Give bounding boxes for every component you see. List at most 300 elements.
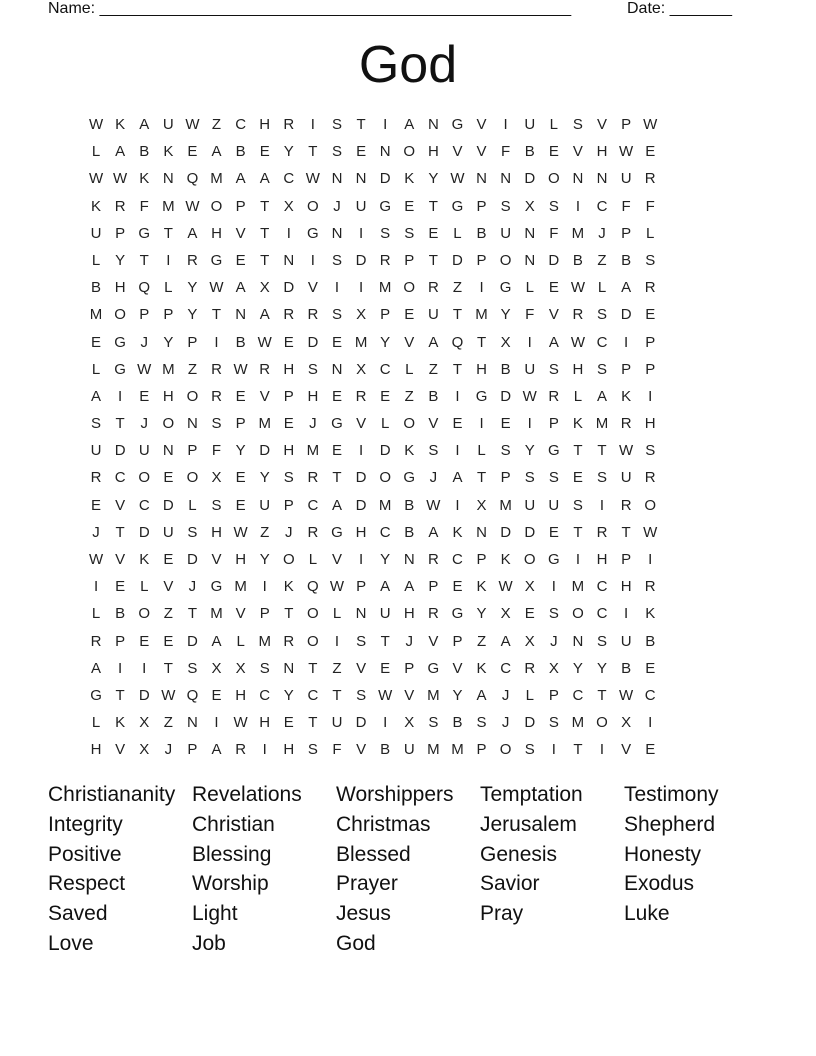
grid-letter: B	[621, 251, 632, 269]
grid-letter: X	[548, 659, 559, 677]
grid-letter: H	[355, 523, 367, 541]
grid-letter: I	[624, 333, 629, 351]
grid-letter: X	[524, 632, 535, 650]
grid-letter: V	[356, 741, 367, 759]
grid-letter: M	[89, 306, 103, 324]
grid-letter: S	[331, 143, 342, 161]
grid-letter: V	[115, 551, 126, 568]
grid-letter: P	[500, 469, 511, 487]
grid-letter: A	[259, 306, 270, 324]
grid-letter: A	[380, 578, 391, 596]
grid-letter: N	[283, 659, 295, 677]
grid-letter: U	[331, 714, 343, 732]
grid-letter: E	[115, 578, 126, 596]
grid-letter: E	[331, 387, 342, 405]
grid-letter: O	[186, 469, 199, 487]
grid-letter: E	[91, 333, 102, 351]
grid-letter: W	[233, 360, 248, 378]
grid-letter: X	[476, 496, 487, 514]
grid-letter: N	[524, 224, 536, 242]
grid-letter: I	[214, 333, 219, 351]
grid-letter: M	[595, 415, 609, 433]
grid-letter: R	[187, 251, 198, 269]
grid-letter: N	[235, 306, 247, 324]
grid-letter: X	[211, 469, 222, 487]
grid-letter: A	[621, 279, 632, 297]
grid-letter: W	[570, 279, 585, 297]
grid-letter: I	[648, 387, 653, 405]
grid-letter: V	[307, 279, 318, 297]
grid-row	[84, 247, 744, 274]
grid-letter: A	[235, 170, 246, 188]
grid-letter: B	[91, 279, 102, 297]
grid-letter: T	[356, 116, 366, 133]
grid-letter: T	[308, 659, 318, 677]
grid-letter: U	[620, 170, 632, 188]
grid-letter: K	[645, 605, 656, 623]
grid-letter: E	[187, 143, 198, 161]
grid-letter: O	[572, 605, 584, 623]
grid-letter: K	[404, 170, 415, 188]
grid-letter: W	[378, 686, 393, 704]
grid-letter: W	[570, 333, 585, 351]
grid-letter: H	[283, 741, 295, 759]
grid-letter: W	[643, 523, 658, 541]
grid-letter: Z	[404, 387, 414, 405]
grid-row	[84, 628, 744, 655]
grid-letter: L	[477, 442, 486, 460]
grid-letter: W	[88, 116, 104, 133]
grid-letter: M	[306, 442, 320, 460]
grid-letter: D	[307, 333, 319, 351]
grid-letter: S	[356, 686, 367, 704]
grid-letter: S	[597, 632, 608, 650]
grid-letter: O	[162, 415, 175, 433]
grid-letter: X	[500, 333, 511, 351]
grid-row	[84, 546, 744, 573]
grid-letter: C	[596, 605, 608, 623]
grid-letter: A	[404, 578, 415, 596]
grid-letter: I	[118, 387, 123, 405]
grid-letter: M	[210, 605, 223, 623]
grid-letter: P	[404, 251, 415, 269]
grid-row	[84, 220, 744, 247]
grid-letter: I	[599, 741, 605, 759]
grid-letter: Y	[259, 469, 270, 487]
grid-letter: L	[381, 415, 390, 433]
grid-letter: G	[138, 224, 151, 242]
grid-letter: S	[211, 415, 222, 433]
grid-letter: V	[548, 306, 559, 324]
grid-letter: F	[525, 306, 535, 324]
grid-letter: V	[404, 333, 415, 351]
word-bank-item: Savior	[480, 872, 540, 896]
grid-letter: C	[500, 659, 512, 677]
grid-letter: Y	[597, 659, 608, 677]
grid-letter: S	[476, 714, 487, 732]
grid-letter: S	[572, 116, 583, 133]
grid-letter: E	[356, 143, 367, 161]
grid-letter: T	[452, 306, 463, 324]
grid-letter: O	[138, 605, 151, 623]
grid-letter: P	[645, 333, 656, 351]
grid-letter: W	[305, 170, 320, 188]
grid-letter: H	[403, 605, 415, 623]
grid-letter: G	[210, 578, 223, 596]
grid-letter: S	[645, 442, 656, 460]
grid-letter: S	[259, 659, 270, 677]
grid-letter: G	[114, 333, 126, 351]
grid-letter: I	[334, 632, 340, 650]
grid-letter: G	[499, 279, 512, 297]
grid-letter: N	[476, 523, 487, 541]
grid-letter: V	[621, 741, 632, 759]
grid-letter: T	[573, 741, 583, 759]
grid-letter: X	[524, 197, 535, 215]
grid-letter: G	[451, 605, 464, 623]
grid-letter: P	[476, 741, 487, 759]
grid-letter: U	[620, 632, 632, 650]
grid-row	[84, 410, 744, 437]
grid-letter: K	[476, 659, 487, 677]
word-bank-item: Job	[192, 931, 226, 955]
grid-letter: V	[356, 415, 367, 433]
grid-letter: R	[548, 387, 560, 405]
grid-letter: K	[139, 551, 150, 568]
grid-row	[84, 709, 744, 736]
grid-letter: L	[91, 360, 101, 378]
date-field-label: Date: _______	[627, 0, 732, 17]
grid-letter: E	[283, 714, 294, 732]
grid-letter: C	[452, 551, 463, 568]
grid-letter: T	[573, 442, 583, 460]
grid-letter: N	[162, 442, 174, 460]
grid-letter: Y	[452, 686, 463, 704]
grid-letter: O	[547, 170, 560, 188]
grid-letter: U	[548, 496, 560, 514]
grid-letter: H	[235, 551, 247, 568]
grid-letter: Z	[163, 605, 173, 623]
grid-letter: P	[115, 632, 126, 650]
grid-letter: M	[162, 360, 175, 378]
grid-letter: T	[308, 143, 318, 161]
grid-letter: I	[455, 496, 460, 514]
grid-letter: D	[355, 714, 367, 732]
grid-letter: E	[548, 523, 559, 541]
grid-row	[84, 193, 744, 220]
grid-letter: S	[331, 306, 342, 324]
grid-letter: H	[259, 116, 271, 133]
grid-letter: A	[331, 496, 342, 514]
grid-letter: K	[476, 578, 487, 596]
grid-letter: L	[405, 360, 414, 378]
grid-letter: E	[235, 469, 246, 487]
grid-letter: X	[139, 714, 150, 732]
grid-letter: X	[524, 578, 535, 596]
grid-letter: F	[139, 197, 149, 215]
grid-letter: U	[524, 496, 536, 514]
grid-row	[84, 736, 744, 763]
grid-letter: B	[235, 143, 246, 161]
grid-letter: P	[621, 116, 632, 133]
word-bank-item: Christmas	[336, 812, 431, 836]
grid-letter: C	[259, 686, 271, 704]
grid-letter: W	[498, 578, 513, 596]
grid-letter: B	[380, 741, 391, 759]
grid-letter: L	[164, 279, 173, 297]
grid-letter: I	[262, 741, 267, 759]
grid-letter: E	[404, 197, 415, 215]
grid-letter: L	[91, 605, 101, 623]
grid-letter: T	[428, 197, 438, 215]
word-bank-item: Jerusalem	[480, 812, 577, 836]
grid-letter: B	[621, 659, 632, 677]
grid-letter: T	[621, 523, 631, 541]
grid-row	[84, 655, 744, 682]
grid-letter: S	[356, 632, 367, 650]
grid-letter: V	[163, 578, 174, 596]
grid-letter: G	[210, 251, 223, 269]
grid-letter: I	[551, 741, 556, 759]
grid-letter: Y	[428, 170, 439, 188]
grid-letter: F	[549, 224, 559, 242]
grid-letter: W	[88, 170, 104, 188]
word-bank-item: Revelations	[192, 783, 302, 806]
grid-letter: P	[452, 632, 463, 650]
grid-letter: S	[548, 714, 559, 732]
grid-letter: I	[334, 279, 340, 297]
word-bank-item: Genesis	[480, 842, 558, 866]
grid-letter: L	[91, 143, 101, 161]
grid-letter: A	[235, 279, 246, 297]
grid-letter: B	[404, 496, 415, 514]
grid-letter: B	[500, 360, 511, 378]
grid-letter: J	[309, 415, 317, 433]
grid-letter: S	[211, 496, 222, 514]
grid-letter: A	[211, 632, 222, 650]
grid-letter: D	[283, 279, 295, 297]
grid-letter: K	[572, 415, 583, 433]
grid-letter: H	[427, 143, 439, 161]
grid-letter: M	[162, 197, 175, 215]
grid-letter: R	[572, 306, 584, 324]
grid-letter: E	[404, 306, 415, 324]
grid-letter: O	[403, 143, 416, 161]
grid-letter: P	[235, 197, 246, 215]
grid-letter: S	[548, 360, 559, 378]
grid-row	[84, 383, 744, 410]
grid-letter: C	[596, 578, 608, 596]
grid-letter: P	[163, 306, 174, 324]
grid-letter: R	[644, 170, 656, 188]
grid-letter: R	[427, 605, 439, 623]
grid-letter: K	[283, 578, 294, 596]
grid-letter: A	[404, 116, 415, 133]
grid-letter: I	[286, 224, 291, 242]
grid-letter: Z	[187, 360, 197, 378]
grid-letter: T	[476, 469, 487, 487]
grid-letter: I	[358, 551, 364, 568]
grid-letter: I	[527, 333, 532, 351]
grid-letter: Y	[163, 333, 174, 351]
grid-letter: R	[211, 387, 222, 405]
grid-letter: P	[187, 333, 198, 351]
grid-letter: F	[211, 442, 222, 460]
grid-letter: O	[307, 605, 319, 623]
grid-letter: T	[476, 333, 487, 351]
grid-letter: R	[379, 251, 391, 269]
grid-letter: I	[383, 116, 388, 133]
grid-letter: V	[476, 143, 487, 161]
grid-letter: J	[333, 197, 341, 215]
grid-row	[84, 301, 744, 328]
grid-letter: T	[380, 632, 390, 650]
grid-letter: A	[187, 224, 198, 242]
grid-letter: E	[452, 578, 463, 596]
grid-letter: I	[358, 442, 364, 460]
grid-letter: E	[452, 415, 463, 433]
grid-letter: A	[500, 632, 511, 650]
grid-letter: N	[187, 714, 198, 732]
grid-letter: A	[476, 686, 487, 704]
grid-letter: P	[187, 442, 198, 460]
grid-letter: P	[476, 197, 487, 215]
grid-letter: H	[644, 415, 656, 433]
grid-letter: S	[645, 251, 656, 269]
word-bank	[48, 780, 768, 959]
word-bank-item: Love	[48, 931, 94, 955]
grid-letter: L	[597, 279, 607, 297]
word-bank-item: Shepherd	[624, 812, 716, 836]
grid-letter: Z	[332, 659, 342, 677]
grid-letter: D	[355, 496, 367, 514]
grid-letter: I	[93, 578, 99, 596]
grid-letter: O	[307, 632, 319, 650]
word-bank-item: Temptation	[480, 783, 583, 806]
grid-letter: T	[332, 469, 342, 487]
grid-letter: C	[379, 360, 391, 378]
grid-letter: L	[91, 251, 101, 269]
word-bank-item: Integrity	[48, 812, 123, 836]
grid-letter: K	[452, 523, 463, 541]
grid-letter: I	[455, 442, 460, 460]
grid-letter: I	[358, 224, 364, 242]
grid-letter: G	[475, 387, 488, 405]
grid-letter: G	[403, 469, 416, 487]
grid-letter: S	[524, 741, 535, 759]
grid-row	[84, 138, 744, 165]
grid-letter: T	[260, 197, 270, 215]
grid-letter: W	[161, 686, 176, 704]
grid-letter: S	[380, 224, 391, 242]
grid-letter: R	[644, 578, 656, 596]
grid-letter: R	[259, 360, 271, 378]
grid-letter: W	[619, 686, 634, 704]
grid-letter: Y	[380, 551, 391, 568]
grid-letter: O	[499, 251, 512, 269]
grid-letter: H	[259, 714, 271, 732]
grid-letter: P	[621, 224, 632, 242]
grid-letter: X	[259, 279, 270, 297]
grid-letter: R	[596, 523, 608, 541]
grid-letter: P	[187, 741, 198, 759]
grid-letter: V	[235, 605, 246, 623]
grid-letter: S	[548, 197, 559, 215]
grid-letter: B	[428, 387, 439, 405]
grid-letter: M	[378, 496, 392, 514]
grid-letter: M	[451, 741, 464, 759]
grid-letter: E	[331, 333, 342, 351]
name-field-label: Name: _____________________________________________________	[48, 0, 572, 17]
grid-letter: L	[91, 714, 101, 732]
grid-letter: Y	[380, 333, 391, 351]
grid-letter: Z	[260, 523, 270, 541]
grid-letter: N	[500, 170, 512, 188]
grid-letter: R	[307, 306, 319, 324]
grid-letter: P	[476, 251, 487, 269]
grid-letter: W	[88, 551, 104, 568]
grid-letter: O	[499, 741, 512, 759]
grid-letter: I	[599, 496, 605, 514]
grid-letter: N	[476, 170, 487, 188]
grid-letter: D	[162, 496, 174, 514]
grid-letter: R	[90, 632, 102, 650]
grid-letter: W	[257, 333, 272, 351]
grid-letter: S	[331, 251, 342, 269]
grid-letter: D	[524, 170, 536, 188]
grid-letter: P	[356, 578, 367, 596]
grid-letter: M	[499, 496, 512, 514]
grid-letter: G	[451, 197, 464, 215]
grid-letter: K	[404, 442, 415, 460]
grid-letter: M	[427, 741, 440, 759]
grid-letter: W	[233, 523, 248, 541]
grid-letter: Q	[307, 578, 319, 596]
grid-letter: C	[572, 686, 584, 704]
grid-letter: X	[235, 659, 246, 677]
grid-letter: N	[162, 170, 174, 188]
grid-letter: S	[548, 469, 559, 487]
grid-letter: T	[211, 306, 222, 324]
grid-letter: I	[551, 578, 556, 596]
grid-letter: J	[92, 523, 100, 541]
grid-letter: P	[645, 360, 656, 378]
grid-letter: P	[621, 360, 632, 378]
grid-letter: W	[643, 116, 658, 133]
grid-letter: T	[139, 251, 149, 269]
grid-letter: H	[162, 387, 174, 405]
grid-letter: O	[596, 714, 608, 732]
grid-letter: E	[259, 143, 270, 161]
grid-letter: Q	[451, 333, 464, 351]
grid-letter: O	[523, 551, 536, 568]
grid-letter: B	[572, 251, 583, 269]
grid-letter: A	[597, 387, 608, 405]
grid-row	[84, 437, 744, 464]
grid-letter: J	[429, 469, 438, 487]
grid-letter: Z	[452, 279, 463, 297]
grid-letter: H	[596, 551, 608, 568]
grid-letter: E	[283, 333, 294, 351]
grid-letter: D	[138, 523, 150, 541]
grid-letter: I	[214, 714, 219, 732]
grid-letter: G	[114, 360, 126, 378]
grid-letter: B	[452, 714, 463, 732]
word-bank-item: Positive	[48, 842, 122, 866]
grid-letter: Y	[476, 605, 487, 623]
grid-letter: I	[648, 551, 653, 568]
grid-letter: O	[403, 415, 416, 433]
